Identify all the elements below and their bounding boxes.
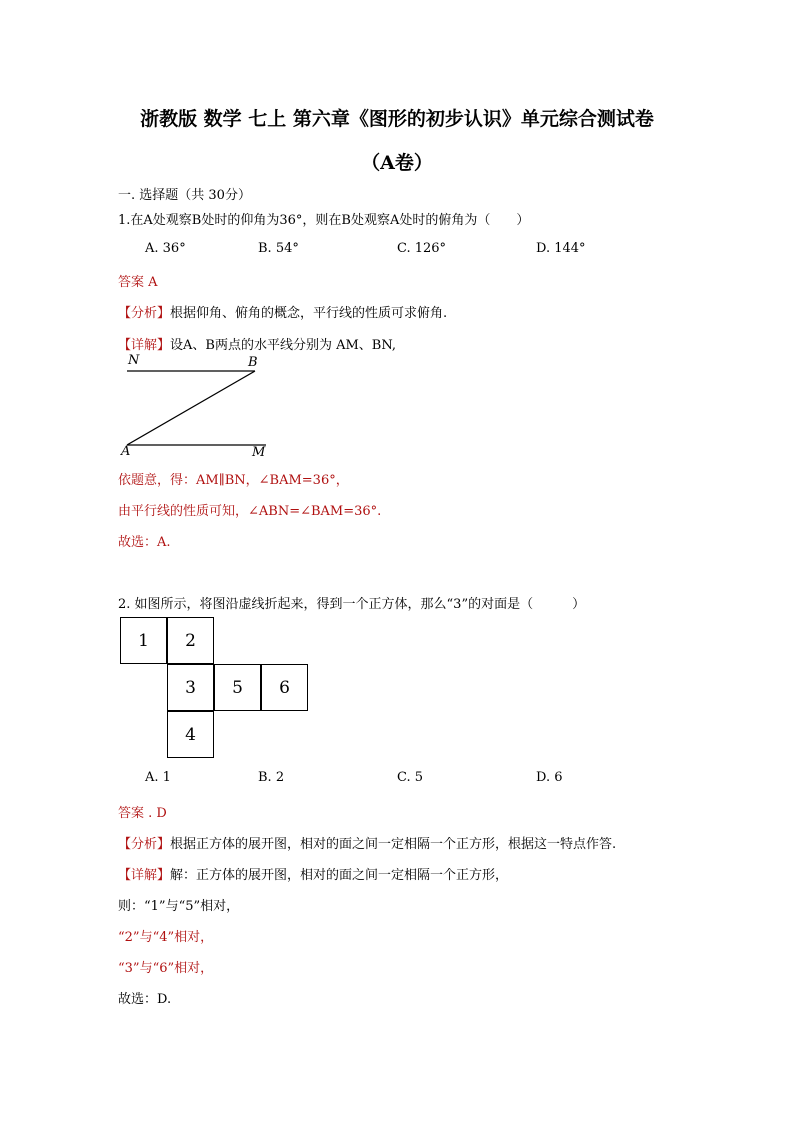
line-ab	[127, 371, 255, 445]
q1-option-b: B. 54°	[258, 241, 299, 256]
q2-option-c: C. 5	[397, 770, 424, 785]
detail-text: 设A、B两点的水平线分别为 AM、BN,	[170, 338, 397, 353]
q2-line4: 故选：D.	[118, 992, 172, 1007]
q2-option-b: B. 2	[258, 770, 285, 785]
q1-detail	[118, 334, 396, 353]
q2-detail	[118, 864, 508, 883]
q1-answer: 答案 A	[118, 275, 158, 290]
point-n-label: N	[128, 353, 140, 368]
net-cell-2: 2	[167, 617, 214, 664]
analysis-tag: 【分析】	[118, 837, 171, 852]
q2-option-d: D. 6	[536, 770, 563, 785]
detail-tag: 【详解】	[118, 868, 171, 883]
q1-stem: 1.在A处观察B处时的仰角为36°，则在B处观察A处时的俯角为（ ）	[118, 213, 530, 228]
point-m-label: M	[252, 445, 266, 460]
detail-text: 解：正方体的展开图，相对的面之间一定相隔一个正方形，	[170, 868, 509, 883]
q1-option-a: A. 36°	[145, 241, 186, 256]
section-heading: 一. 选择题（共 30分）	[118, 188, 251, 203]
q2-stem: 2. 如图所示，将图沿虚线折起来，得到一个正方体，那么“3”的对面是（ ）	[118, 597, 586, 612]
point-a-label: A	[121, 444, 131, 459]
q1-line3: 故选：A.	[118, 535, 171, 550]
net-cell-5: 5	[214, 664, 261, 711]
document-subtitle: （A卷）	[361, 152, 433, 174]
detail-tag: 【详解】	[118, 338, 171, 353]
analysis-text: 根据仰角、俯角的概念，平行线的性质可求俯角.	[170, 306, 448, 321]
net-cell-6: 6	[261, 664, 308, 711]
q2-line1: 则：“1”与“5”相对，	[118, 899, 240, 914]
q2-analysis	[118, 833, 616, 852]
net-cell-4: 4	[167, 711, 214, 758]
analysis-text: 根据正方体的展开图，相对的面之间一定相隔一个正方形，根据这一特点作答.	[170, 837, 617, 852]
q2-line2: “2”与“4”相对，	[118, 930, 214, 945]
q2-option-a: A. 1	[145, 770, 171, 785]
q1-line1: 依题意，得：AM∥BN，∠BAM=36°，	[118, 473, 349, 488]
net-cell-1: 1	[120, 617, 167, 664]
document-title: 浙教版 数学 七上 第六章《图形的初步认识》单元综合测试卷	[140, 108, 654, 130]
q1-line2: 由平行线的性质可知，∠ABN=∠BAM=36°.	[118, 504, 382, 519]
q2-line3: “3”与“6”相对，	[118, 961, 214, 976]
q1-option-c: C. 126°	[397, 241, 447, 256]
q1-analysis	[118, 302, 447, 321]
q1-option-d: D. 144°	[536, 241, 586, 256]
analysis-tag: 【分析】	[118, 306, 171, 321]
q2-answer: 答案 . D	[118, 806, 167, 821]
point-b-label: B	[248, 355, 258, 370]
net-cell-3: 3	[167, 664, 214, 711]
